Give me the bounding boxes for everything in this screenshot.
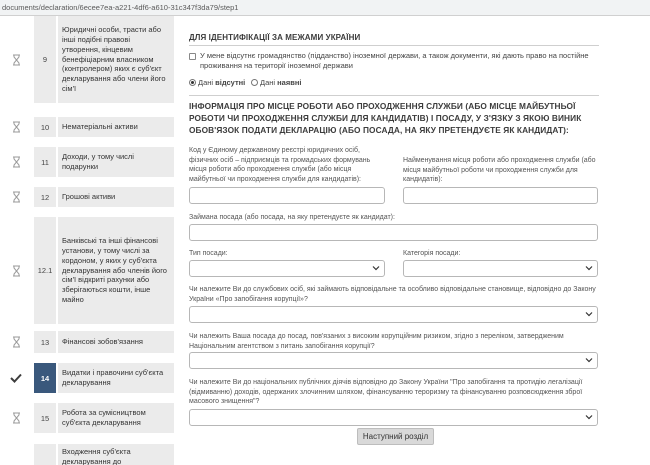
chevron-down-icon bbox=[585, 310, 593, 318]
hourglass-icon bbox=[0, 403, 32, 433]
address-bar[interactable] bbox=[0, 0, 650, 16]
sidebar-step-10[interactable] bbox=[34, 117, 174, 137]
step-number: 14 bbox=[34, 363, 56, 393]
sidebar-step-15[interactable] bbox=[34, 403, 174, 433]
step-number: 12.1 bbox=[34, 217, 56, 324]
data-absent-label: Дані відсутні bbox=[198, 78, 246, 87]
hourglass-icon bbox=[0, 117, 32, 137]
address-bar-url: documents/declaration/6ecee7ea-a221-4df6-a610-31c347f3da79/step1 bbox=[2, 3, 239, 12]
divider bbox=[189, 45, 599, 46]
step-title: Юридичні особи, трасти або інші подібні правові утворення, кінцевим бенефіціарним власником (контролером) яких є суб'єкт декларування або члени його сім'ї bbox=[58, 16, 174, 103]
sidebar-step-14[interactable] bbox=[34, 363, 174, 393]
position-type-label: Тип посади: bbox=[189, 250, 228, 257]
step-title: Фінансові зобов'язання bbox=[58, 331, 174, 353]
chevron-down-icon bbox=[372, 264, 380, 272]
position-input[interactable] bbox=[189, 224, 598, 241]
step-number: 10 bbox=[34, 117, 56, 137]
hourglass-icon bbox=[0, 217, 32, 324]
step-number: 13 bbox=[34, 331, 56, 353]
hourglass-icon bbox=[0, 187, 32, 207]
risk-question-select[interactable] bbox=[189, 352, 598, 369]
hourglass-icon bbox=[0, 147, 32, 177]
chevron-down-icon bbox=[585, 356, 593, 364]
data-present-label: Дані наявні bbox=[260, 78, 302, 87]
step-title: Робота за сумісництвом суб'єкта декларування bbox=[58, 403, 174, 433]
sidebar-step-13[interactable] bbox=[34, 331, 174, 353]
position-category-label: Категорія посади: bbox=[403, 250, 461, 257]
sidebar-step-12[interactable] bbox=[34, 187, 174, 207]
step-title: Банківські та інші фінансові установи, у тому числі за кордоном, у яких у суб'єкта декларування або членів його сім'ї відкриті рахунки або зберігаються кошти, інше майно bbox=[58, 217, 174, 324]
chevron-down-icon bbox=[585, 413, 593, 421]
step-title: Доходи, у тому числі подарунки bbox=[58, 147, 174, 177]
step-number: 12 bbox=[34, 187, 56, 207]
hourglass-icon bbox=[0, 16, 32, 103]
chevron-down-icon bbox=[585, 264, 593, 272]
step-number: 9 bbox=[34, 16, 56, 103]
work-section-heading: ІНФОРМАЦІЯ ПРО МІСЦЕ РОБОТИ АБО ПРОХОДЖЕННЯ СЛУЖБИ (АБО МІСЦЕ МАЙБУТНЬОЇ РОБОТИ ЧИ ПРОХОДЖЕННЯ СЛУЖБИ ДЛЯ КАНДИДАТІВ) І ПОСАДУ, У З'ЯЗКУ З ЯКОЮ ВИНИК ОБОВ'ЯЗОК ПОДАТИ ДЕКЛАРАЦІЮ (АБО ПОСАДА, НА ЯКУ ПРЕТЕНДУЄТЕ ЯК КАНДИДАТ): bbox=[189, 101, 582, 136]
edrpou-label: Код у Єдиному державному реєстрі юридичних осіб, фізичних осіб – підприємців та громадських формувань місця роботи або проходження служби (або місця майбутньої чи проходження служби для кандидатів): bbox=[189, 147, 371, 183]
position-category-select[interactable] bbox=[403, 260, 598, 277]
official-question-label: Чи належите Ви до службових осіб, які займають відповідальне та особливо відповідальне становище, відповідно до Закону України «Про запобігання корупції»? bbox=[189, 286, 596, 303]
step-title: Нематеріальні активи bbox=[58, 117, 174, 137]
edrpou-input[interactable] bbox=[189, 187, 385, 204]
main-content bbox=[184, 16, 650, 465]
no-citizenship-checkbox[interactable] bbox=[189, 53, 196, 60]
data-present-radio[interactable] bbox=[251, 79, 258, 86]
next-section-button[interactable]: Наступний розділ bbox=[357, 428, 434, 445]
pep-question-label: Чи належите Ви до національних публічних діячів відповідно до Закону України "Про запобігання та протидію легалізації (відмиванню) доходів, одержаних злочинним шляхом, фінансуванню тероризму та фінансуванню розповсюдження зброї масового знищення"? bbox=[189, 379, 583, 406]
step-title: Входження суб'єкта декларування до bbox=[58, 444, 174, 465]
step-title: Видатки і правочини суб'єкта декларування bbox=[58, 363, 174, 393]
pep-question-select[interactable] bbox=[189, 409, 598, 426]
sidebar-step-11[interactable] bbox=[34, 147, 174, 177]
risk-question-label: Чи належить Ваша посада до посад, пов'язаних з високим корупційним ризиком, згідно з переліком, затвердженим Національним агентством з питань запобігання корупції? bbox=[189, 333, 564, 350]
data-absent-radio[interactable] bbox=[189, 79, 196, 86]
divider bbox=[189, 95, 599, 96]
position-label: Займана посада (або посада, на яку претендуєте як кандидат): bbox=[189, 214, 395, 221]
sidebar-step-9[interactable] bbox=[34, 16, 174, 103]
step-title: Грошові активи bbox=[58, 187, 174, 207]
step-number: 15 bbox=[34, 403, 56, 433]
no-citizenship-label: У мене відсутнє громадянство (підданство) іноземної держави, а також документи, які дають право на постійне проживання на території іноземної держави bbox=[200, 51, 589, 71]
workplace-input[interactable] bbox=[403, 187, 598, 204]
position-type-select[interactable] bbox=[189, 260, 385, 277]
identification-heading: ДЛЯ ІДЕНТИФІКАЦІЇ ЗА МЕЖАМИ УКРАЇНИ bbox=[189, 33, 361, 42]
sidebar bbox=[0, 16, 176, 465]
step-number bbox=[34, 444, 56, 465]
checkmark-icon bbox=[0, 363, 32, 393]
hourglass-icon bbox=[0, 331, 32, 353]
step-number: 11 bbox=[34, 147, 56, 177]
sidebar-step-12-1[interactable] bbox=[34, 217, 174, 324]
sidebar-step-16[interactable] bbox=[34, 444, 174, 465]
official-question-select[interactable] bbox=[189, 306, 598, 323]
workplace-label: Найменування місця роботи або проходження служби (або місця майбутньої роботи чи проходження служби для кандидатів): bbox=[403, 157, 596, 184]
